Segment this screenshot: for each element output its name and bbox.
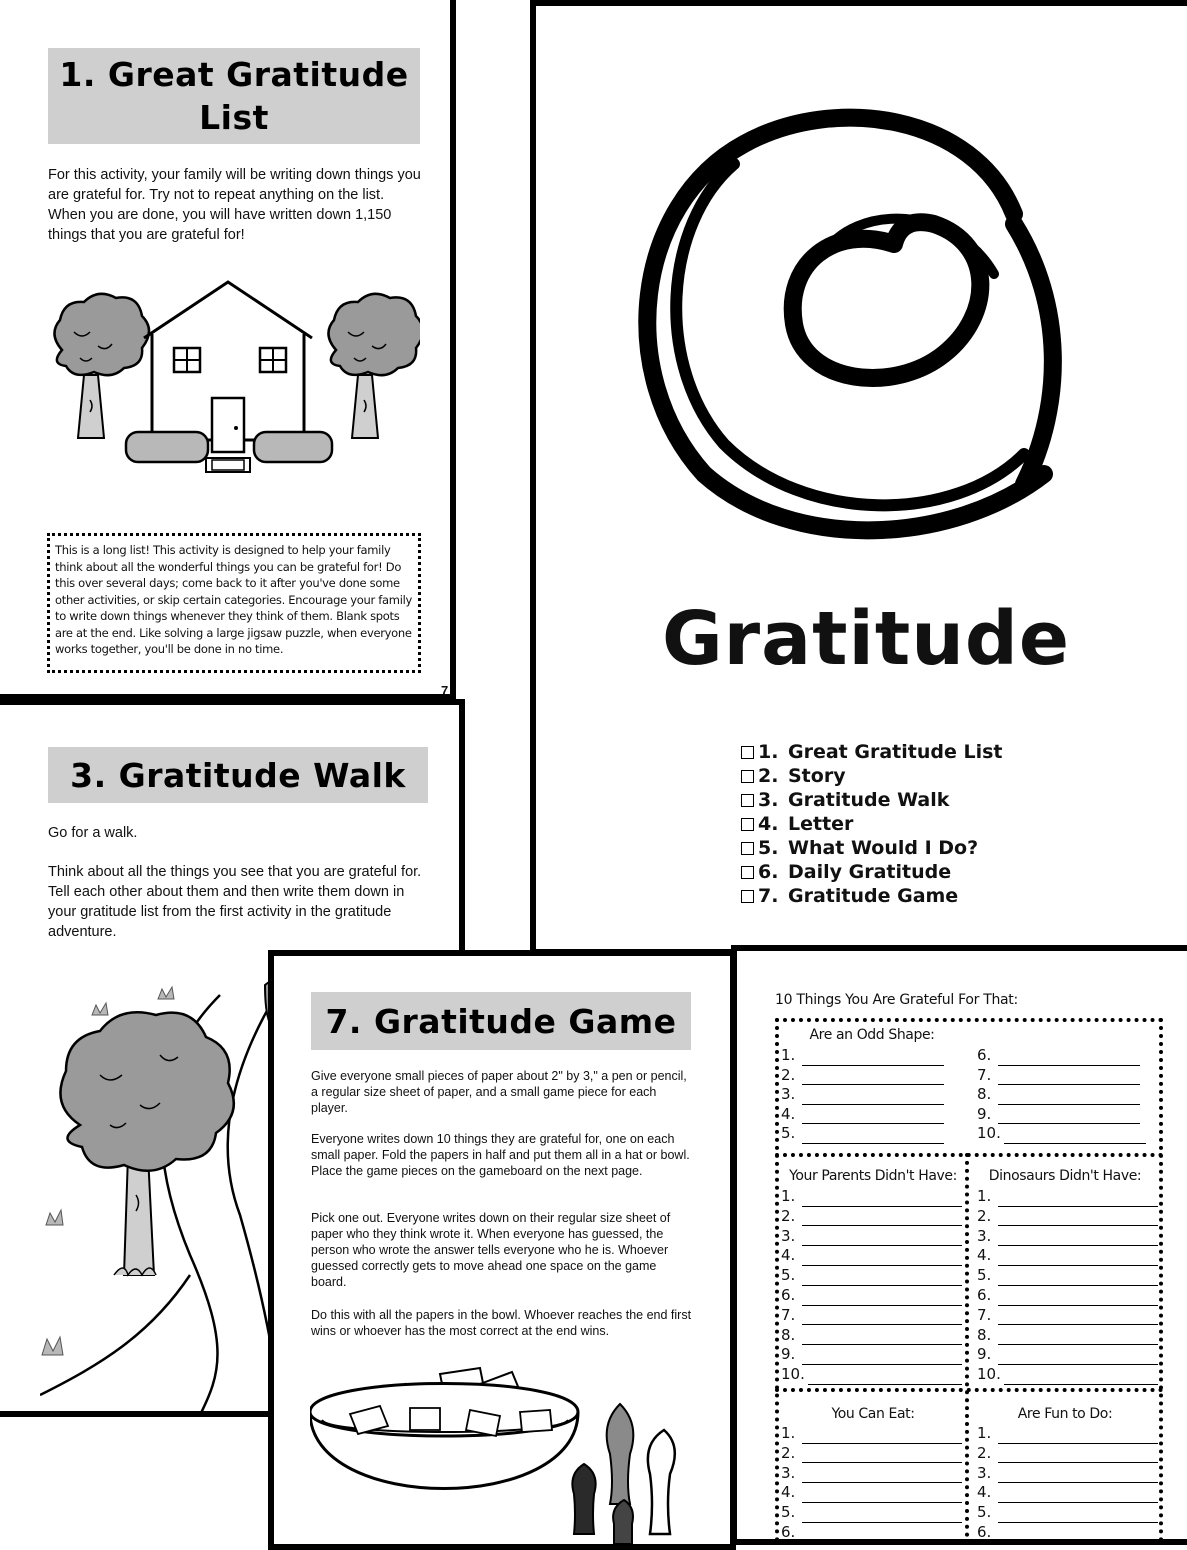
- can-eat-line[interactable]: [781, 1503, 962, 1523]
- game-instructions-2: Everyone writes down 10 things they are grateful for, one on each small paper. Fold the papers in half and put them all in a hat or bowl. Place the game pieces on the gameboard on the next page.: [311, 1132, 690, 1178]
- category-dinosaurs-didnt-have: Dinosaurs Didn't Have:: [988, 1168, 1142, 1184]
- answer-blank[interactable]: [802, 1310, 962, 1325]
- odd-shape-line[interactable]: [781, 1046, 944, 1066]
- answer-blank[interactable]: [802, 1271, 962, 1286]
- answer-blank[interactable]: [998, 1528, 1158, 1543]
- checklist-item[interactable]: 4. Letter: [741, 812, 1002, 836]
- bowl-and-game-pieces-illustration: [310, 1364, 710, 1550]
- answer-blank[interactable]: [802, 1488, 962, 1503]
- walk-description: Think about all the things you see that you are grateful for. Tell each other about them and then write them down in your gratitude list from the first activity in the gratitude adventure.: [48, 864, 422, 940]
- dinosaurs-line[interactable]: [977, 1345, 1158, 1365]
- odd-shape-line[interactable]: [977, 1124, 1146, 1144]
- answer-blank[interactable]: [802, 1070, 944, 1085]
- answer-blank[interactable]: [998, 1090, 1140, 1105]
- line-number: 8.: [977, 1325, 992, 1344]
- line-number: 10.: [977, 1365, 1001, 1384]
- checklist-item[interactable]: 6. Daily Gratitude: [741, 860, 1002, 884]
- answer-blank[interactable]: [802, 1448, 962, 1463]
- checkbox-icon[interactable]: [741, 746, 754, 759]
- answer-blank[interactable]: [998, 1330, 1158, 1345]
- answer-blank[interactable]: [998, 1291, 1158, 1306]
- page-great-gratitude-list: [0, 0, 456, 700]
- checklist-item[interactable]: 1. Great Gratitude List: [741, 740, 1002, 764]
- tip-note: This is a long list! This activity is designed to help your family think about all the wonderful things you can be grateful for! Do this over several days; come back to it after you've done some other activities, or skip certain categories. Encourage your family to write down things whenever they think of them. Blank spots are at the end. Like solving a large jigsaw puzzle, when everyone works together, you'll be done in no time.: [47, 533, 421, 673]
- can-eat-line[interactable]: [781, 1523, 962, 1543]
- answer-blank[interactable]: [998, 1429, 1158, 1444]
- answer-blank[interactable]: [802, 1330, 962, 1345]
- line-number: 3.: [977, 1463, 992, 1482]
- line-number: 2.: [977, 1443, 992, 1462]
- line-number: 3.: [781, 1085, 796, 1103]
- fun-to-do-line[interactable]: [977, 1483, 1158, 1503]
- answer-blank[interactable]: [802, 1429, 962, 1444]
- checklist-item[interactable]: 5. What Would I Do?: [741, 836, 1002, 860]
- line-number: 1.: [781, 1187, 796, 1205]
- line-number: 7.: [781, 1305, 796, 1324]
- odd-shape-line[interactable]: [781, 1124, 944, 1144]
- answer-blank[interactable]: [802, 1090, 944, 1105]
- answer-blank[interactable]: [998, 1310, 1158, 1325]
- parents-line[interactable]: [781, 1227, 962, 1247]
- can-eat-line[interactable]: [781, 1464, 962, 1484]
- page-title: 1. Great Gratitude List: [48, 48, 420, 144]
- game-piece-icon: [572, 1404, 674, 1544]
- answer-blank[interactable]: [1004, 1129, 1146, 1144]
- parents-line[interactable]: [781, 1286, 962, 1306]
- parents-line[interactable]: [781, 1187, 962, 1207]
- game-instructions-4: Do this with all the papers in the bowl. Whoever reaches the end first wins or whoever has the most correct at the end wins.: [311, 1308, 692, 1338]
- line-number: 1.: [977, 1424, 992, 1442]
- answer-blank[interactable]: [998, 1070, 1140, 1085]
- activity-description: For this activity, your family will be writing down things you are grateful for. Try not to repeat anything on the list. When you are done, you will have written down 1,150 things that you are grateful for!: [48, 167, 421, 243]
- page-gratitude-cover: [530, 0, 1187, 955]
- house-icon: [126, 282, 332, 472]
- line-number: 5.: [977, 1503, 992, 1522]
- line-number: 6.: [977, 1523, 992, 1541]
- odd-shape-line[interactable]: [781, 1105, 944, 1125]
- checkbox-icon[interactable]: [741, 818, 754, 831]
- parents-line[interactable]: [781, 1326, 962, 1346]
- walk-path-illustration: [40, 975, 280, 1415]
- numeral-nine-graphic: [594, 74, 1114, 574]
- tree-left-icon: [54, 294, 149, 438]
- answer-blank[interactable]: [998, 1231, 1158, 1246]
- answer-blank[interactable]: [998, 1448, 1158, 1463]
- walk-intro: Go for a walk.: [48, 825, 138, 841]
- parents-line[interactable]: [781, 1266, 962, 1286]
- answer-blank[interactable]: [1004, 1370, 1158, 1385]
- line-number: 6.: [781, 1286, 796, 1304]
- line-number: 4.: [781, 1483, 796, 1502]
- checkbox-icon[interactable]: [741, 890, 754, 903]
- parents-line[interactable]: [781, 1246, 962, 1266]
- odd-shape-line[interactable]: [781, 1085, 944, 1105]
- game-instructions-3: Pick one out. Everyone writes down on their regular size sheet of paper who they think wrote it. When everyone has guessed, the person who wrote the answer tells everyone who he is. Whoever guessed correctly gets to move ahead one space on the game board.: [311, 1211, 671, 1289]
- answer-blank[interactable]: [802, 1211, 962, 1226]
- tree-right-icon: [328, 294, 420, 438]
- answer-blank[interactable]: [802, 1231, 962, 1246]
- fun-to-do-line[interactable]: [977, 1464, 1158, 1484]
- line-number: 6.: [977, 1046, 992, 1064]
- line-number: 3.: [977, 1226, 992, 1245]
- line-number: 3.: [781, 1226, 796, 1245]
- line-number: 8.: [781, 1325, 796, 1344]
- dinosaurs-line[interactable]: [977, 1266, 1158, 1286]
- checkbox-icon[interactable]: [741, 794, 754, 807]
- page-number: 7: [441, 683, 449, 698]
- answer-blank[interactable]: [998, 1051, 1140, 1066]
- category-parents-didnt-have: Your Parents Didn't Have:: [789, 1168, 957, 1184]
- line-number: 3.: [781, 1463, 796, 1482]
- category-can-eat: You Can Eat:: [831, 1406, 915, 1422]
- answer-blank[interactable]: [998, 1488, 1158, 1503]
- page-title: 3. Gratitude Walk: [48, 747, 428, 803]
- page-title: 7. Gratitude Game: [311, 992, 691, 1050]
- dinosaurs-line[interactable]: [977, 1306, 1158, 1326]
- answer-blank[interactable]: [802, 1192, 962, 1207]
- odd-shape-line[interactable]: [781, 1066, 944, 1086]
- parents-line[interactable]: [781, 1365, 962, 1385]
- fun-to-do-line[interactable]: [977, 1444, 1158, 1464]
- activity-checklist: [741, 740, 1002, 908]
- answer-blank[interactable]: [802, 1508, 962, 1523]
- category-fun-to-do: Are Fun to Do:: [1017, 1406, 1113, 1422]
- answer-blank[interactable]: [802, 1051, 944, 1066]
- answer-blank[interactable]: [998, 1468, 1158, 1483]
- line-number: 9.: [977, 1345, 992, 1364]
- answer-blank[interactable]: [998, 1109, 1140, 1124]
- answer-blank[interactable]: [998, 1251, 1158, 1266]
- line-number: 6.: [977, 1286, 992, 1304]
- checklist-item[interactable]: 7. Gratitude Game: [741, 884, 1002, 908]
- odd-shape-line[interactable]: [977, 1046, 1140, 1066]
- dinosaurs-line[interactable]: [977, 1227, 1158, 1247]
- dinosaurs-line[interactable]: [977, 1187, 1158, 1207]
- page-worksheet: [731, 945, 1187, 1545]
- answer-blank[interactable]: [998, 1271, 1158, 1286]
- parents-line[interactable]: [781, 1345, 962, 1365]
- line-number: 9.: [977, 1104, 992, 1123]
- line-number: 5.: [781, 1124, 796, 1142]
- line-number: 1.: [781, 1424, 796, 1442]
- page-gratitude-game: [268, 950, 736, 1550]
- line-number: 4.: [781, 1104, 796, 1123]
- line-number: 2.: [781, 1206, 796, 1225]
- line-number: 10.: [977, 1124, 1001, 1142]
- line-number: 7.: [977, 1305, 992, 1324]
- line-number: 1.: [781, 1046, 796, 1064]
- line-number: 2.: [781, 1065, 796, 1084]
- dinosaurs-line[interactable]: [977, 1286, 1158, 1306]
- game-instructions-1: Give everyone small pieces of paper about 2" by 3," a pen or pencil, a regular size sheet of paper, and a small game piece for each player.: [311, 1069, 687, 1115]
- answer-blank[interactable]: [802, 1251, 962, 1266]
- parents-line[interactable]: [781, 1306, 962, 1326]
- dinosaurs-line[interactable]: [977, 1207, 1158, 1227]
- line-number: 4.: [977, 1246, 992, 1265]
- odd-shape-line[interactable]: [977, 1105, 1140, 1125]
- line-number: 8.: [977, 1085, 992, 1103]
- can-eat-line[interactable]: [781, 1483, 962, 1503]
- line-number: 4.: [781, 1246, 796, 1265]
- answer-blank[interactable]: [998, 1350, 1158, 1365]
- line-number: 6.: [781, 1523, 796, 1541]
- answer-blank[interactable]: [802, 1468, 962, 1483]
- line-number: 5.: [781, 1266, 796, 1285]
- fun-to-do-line[interactable]: [977, 1424, 1158, 1444]
- category-odd-shape: Are an Odd Shape:: [809, 1027, 935, 1043]
- parents-line[interactable]: [781, 1207, 962, 1227]
- answer-blank[interactable]: [802, 1291, 962, 1306]
- house-illustration: [50, 280, 420, 480]
- checklist-item[interactable]: 3. Gratitude Walk: [741, 788, 1002, 812]
- worksheet-heading: 10 Things You Are Grateful For That:: [775, 992, 1018, 1008]
- answer-blank[interactable]: [802, 1129, 944, 1144]
- can-eat-line[interactable]: [781, 1424, 962, 1444]
- dinosaurs-line[interactable]: [977, 1365, 1158, 1385]
- line-number: 1.: [977, 1187, 992, 1205]
- line-number: 9.: [781, 1345, 796, 1364]
- line-number: 2.: [977, 1206, 992, 1225]
- dinosaurs-line[interactable]: [977, 1246, 1158, 1266]
- line-number: 5.: [977, 1266, 992, 1285]
- answer-blank[interactable]: [802, 1350, 962, 1365]
- answer-blank[interactable]: [802, 1528, 962, 1543]
- answer-blank[interactable]: [998, 1192, 1158, 1207]
- fun-to-do-line[interactable]: [977, 1503, 1158, 1523]
- dinosaurs-line[interactable]: [977, 1326, 1158, 1346]
- answer-blank[interactable]: [802, 1109, 944, 1124]
- fun-to-do-line[interactable]: [977, 1523, 1158, 1543]
- can-eat-line[interactable]: [781, 1444, 962, 1464]
- tree-icon: [60, 1012, 233, 1275]
- checkbox-icon[interactable]: [741, 842, 754, 855]
- answer-blank[interactable]: [808, 1370, 962, 1385]
- answer-blank[interactable]: [998, 1508, 1158, 1523]
- line-number: 4.: [977, 1483, 992, 1502]
- line-number: 2.: [781, 1443, 796, 1462]
- checkbox-icon[interactable]: [741, 770, 754, 783]
- line-number: 5.: [781, 1503, 796, 1522]
- checkbox-icon[interactable]: [741, 866, 754, 879]
- cover-title: Gratitude: [661, 596, 1071, 682]
- line-number: 10.: [781, 1365, 805, 1384]
- odd-shape-line[interactable]: [977, 1066, 1140, 1086]
- odd-shape-line[interactable]: [977, 1085, 1140, 1105]
- line-number: 7.: [977, 1065, 992, 1084]
- checklist-item[interactable]: 2. Story: [741, 764, 1002, 788]
- answer-blank[interactable]: [998, 1211, 1158, 1226]
